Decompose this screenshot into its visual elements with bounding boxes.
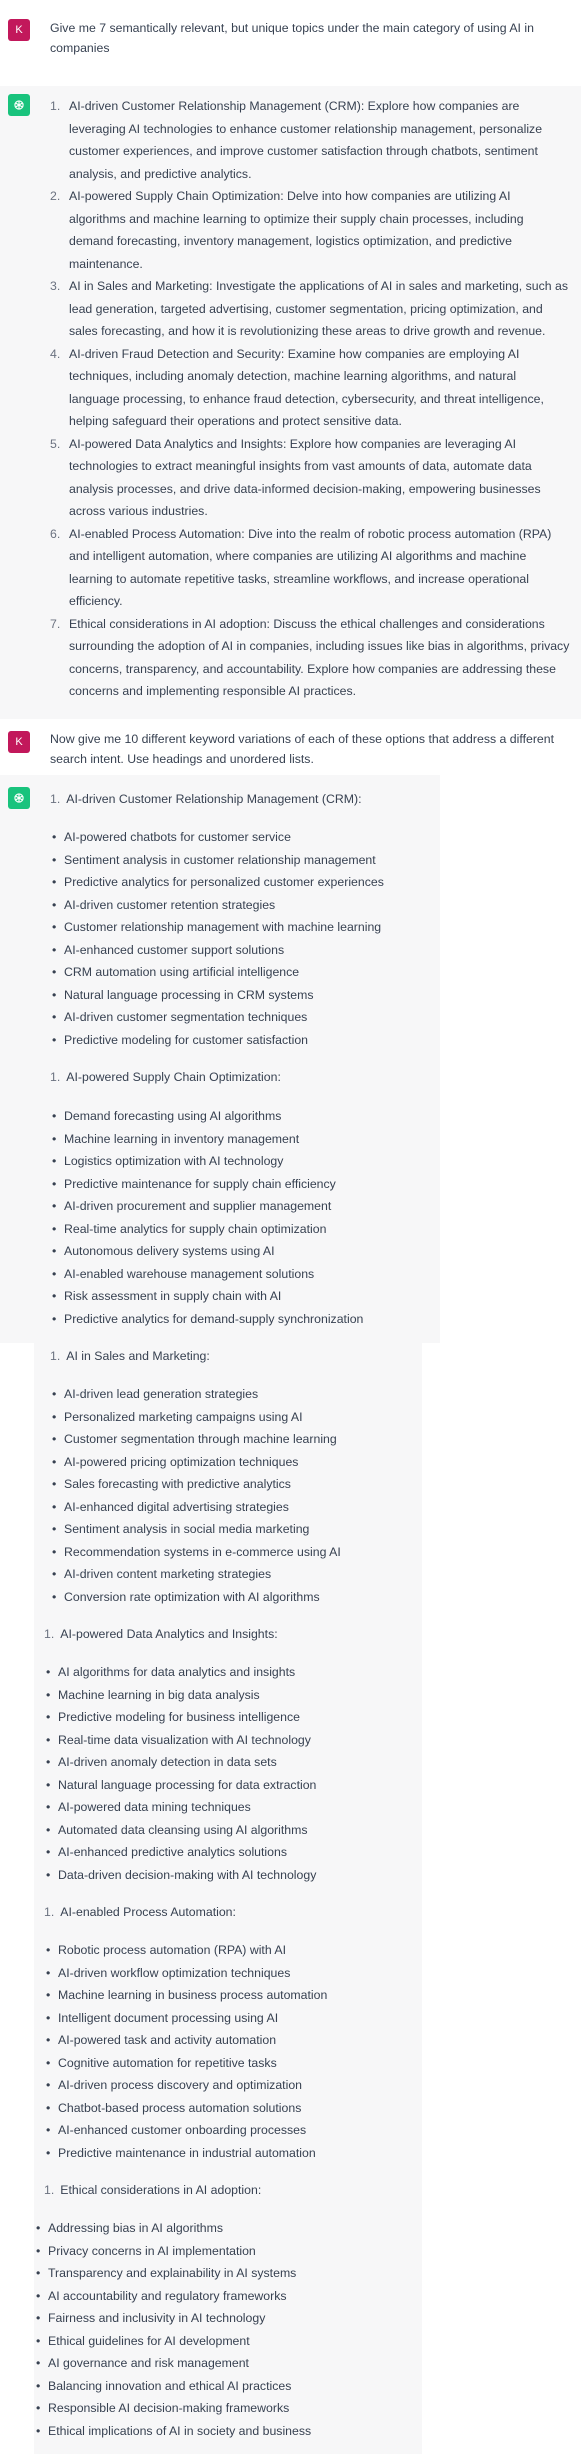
keyword-item: • AI-driven anomaly detection in data sets bbox=[44, 1751, 316, 1774]
topic-item bbox=[50, 275, 570, 343]
keyword-item: • Predictive maintenance for supply chain efficiency bbox=[50, 1173, 363, 1196]
keyword-list bbox=[44, 1661, 316, 1886]
section-heading bbox=[50, 1066, 281, 1089]
openai-logo-icon bbox=[8, 94, 30, 116]
section-number: 1. bbox=[44, 1905, 55, 1919]
assistant-message bbox=[0, 86, 581, 719]
topic-list bbox=[50, 95, 570, 703]
keyword-item: • Natural language processing for data extraction bbox=[44, 1774, 316, 1797]
topic-text: AI-enabled Process Automation: Dive into the realm of robotic process automation (RPA) and intelligent automation, where companies are utilizing AI algorithms and machine learning to automate repetitive tasks, streamline workflows, and increase operational efficiency. bbox=[69, 526, 552, 608]
keyword-item: • Predictive analytics for personalized customer experiences bbox=[50, 871, 384, 894]
keyword-item: • Predictive modeling for business intelligence bbox=[44, 1706, 316, 1729]
keyword-item: • Sentiment analysis in social media marketing bbox=[50, 1518, 341, 1541]
keyword-item: • Transparency and explainability in AI systems bbox=[34, 2262, 311, 2285]
keyword-item: • AI-enhanced predictive analytics solutions bbox=[44, 1841, 316, 1864]
keyword-item: • AI-driven customer segmentation techniques bbox=[50, 1006, 384, 1029]
section-heading bbox=[50, 788, 362, 811]
keyword-item: • AI-enabled warehouse management solutions bbox=[50, 1263, 363, 1286]
keyword-list bbox=[50, 1383, 341, 1608]
keyword-item: • AI-driven content marketing strategies bbox=[50, 1563, 341, 1586]
keyword-item: • Risk assessment in supply chain with AI bbox=[50, 1285, 363, 1308]
topic-text: AI-powered Data Analytics and Insights: Explore how companies are leveraging AI technologies to extract meaningful insights from vast amounts of data, automate data analysis processes, and drive data-informed decision-making, empowering businesses across various industries. bbox=[69, 436, 541, 518]
topic-text: AI in Sales and Marketing: Investigate the applications of AI in sales and marketing, such as lead generation, targeted advertising, customer segmentation, pricing optimization, and sales forecasting, and how it is revolutionizing these areas to drive growth and revenue. bbox=[69, 279, 568, 338]
keyword-item: • AI-powered chatbots for customer service bbox=[50, 826, 384, 849]
user-avatar: K bbox=[8, 731, 30, 753]
keyword-item: • Machine learning in business process automation bbox=[44, 1984, 327, 2007]
keyword-item: • AI-powered pricing optimization techniques bbox=[50, 1451, 341, 1474]
topic-item bbox=[50, 343, 570, 433]
topic-text: AI-powered Supply Chain Optimization: Delve into how companies are utilizing AI algorithms and machine learning to optimize their supply chain processes, including demand forecasting, inventory management, logistics optimization, and predictive maintenance. bbox=[69, 189, 524, 271]
keyword-item: • Predictive modeling for customer satisfaction bbox=[50, 1029, 384, 1052]
keyword-item: • Recommendation systems in e-commerce using AI bbox=[50, 1541, 341, 1564]
keyword-item: • AI-driven process discovery and optimization bbox=[44, 2074, 327, 2097]
topic-item bbox=[50, 433, 570, 523]
section-title: AI-enabled Process Automation: bbox=[60, 1905, 236, 1919]
keyword-item: • Customer relationship management with machine learning bbox=[50, 916, 384, 939]
keyword-item: • Predictive analytics for demand-supply synchronization bbox=[50, 1308, 363, 1331]
keyword-item: • Automated data cleansing using AI algorithms bbox=[44, 1819, 316, 1842]
keyword-item: • AI-enhanced digital advertising strategies bbox=[50, 1496, 341, 1519]
section-title: Ethical considerations in AI adoption: bbox=[60, 2183, 262, 2197]
keyword-item: • CRM automation using artificial intelligence bbox=[50, 961, 384, 984]
openai-logo-icon bbox=[8, 787, 30, 809]
keyword-item: • Responsible AI decision-making frameworks bbox=[34, 2397, 311, 2420]
keyword-item: • AI-powered task and activity automation bbox=[44, 2029, 327, 2052]
section-number: 1. bbox=[44, 2183, 55, 2197]
keyword-item: • AI-enhanced customer support solutions bbox=[50, 939, 384, 962]
keyword-item: • Customer segmentation through machine learning bbox=[50, 1428, 341, 1451]
user-message-text: Now give me 10 different keyword variations of each of these options that address a different search intent. Use headings and unordered lists. bbox=[50, 732, 555, 766]
keyword-item: • AI-driven customer retention strategies bbox=[50, 894, 384, 917]
topic-text: Ethical considerations in AI adoption: Discuss the ethical challenges and considerations surrounding the adoption of AI in companies, including issues like bias in algorithms, privacy concerns, transparency, and accountability. Explore how companies are addressing these concerns and implementing responsible AI practices. bbox=[69, 616, 570, 698]
keyword-list bbox=[34, 2217, 311, 2442]
keyword-item: • Ethical guidelines for AI development bbox=[34, 2330, 311, 2353]
topic-text: AI-driven Fraud Detection and Security: Examine how companies are employing AI techniques, including anomaly detection, machine learning algorithms, and natural language processing, to enhance fraud detection, cybersecurity, and threat intelligence, helping safeguard their operations and protect sensitive data. bbox=[69, 346, 544, 428]
keyword-item: • Addressing bias in AI algorithms bbox=[34, 2217, 311, 2240]
keyword-item: • Real-time data visualization with AI technology bbox=[44, 1729, 316, 1752]
section-number: 1. bbox=[50, 792, 61, 806]
section-title: AI-powered Supply Chain Optimization: bbox=[66, 1070, 281, 1084]
keyword-item: • Chatbot-based process automation solutions bbox=[44, 2097, 327, 2120]
user-message-text: Give me 7 semantically relevant, but unique topics under the main category of using AI in companies bbox=[50, 21, 534, 55]
section-number: 1. bbox=[50, 1070, 61, 1084]
section-heading bbox=[50, 1345, 210, 1368]
keyword-item: • Cognitive automation for repetitive tasks bbox=[44, 2052, 327, 2075]
keyword-item: • Autonomous delivery systems using AI bbox=[50, 1240, 363, 1263]
topic-number: 1. bbox=[50, 99, 61, 113]
topic-item bbox=[50, 613, 570, 703]
keyword-item: • AI accountability and regulatory frameworks bbox=[34, 2285, 311, 2308]
keyword-item: • Sales forecasting with predictive analytics bbox=[50, 1473, 341, 1496]
section-heading bbox=[44, 1901, 236, 1924]
keyword-item: • Real-time analytics for supply chain optimization bbox=[50, 1218, 363, 1241]
section-title: AI in Sales and Marketing: bbox=[66, 1349, 210, 1363]
topic-number: 4. bbox=[50, 346, 61, 361]
topic-item bbox=[50, 523, 570, 613]
keyword-item: • Privacy concerns in AI implementation bbox=[34, 2240, 311, 2263]
section-title: AI-powered Data Analytics and Insights: bbox=[60, 1627, 278, 1641]
keyword-item: • Logistics optimization with AI technology bbox=[50, 1150, 363, 1173]
user-message bbox=[0, 719, 581, 775]
keyword-item: • Natural language processing in CRM systems bbox=[50, 984, 384, 1007]
keyword-item: • Demand forecasting using AI algorithms bbox=[50, 1105, 363, 1128]
keyword-item: • AI algorithms for data analytics and insights bbox=[44, 1661, 316, 1684]
keyword-item: • Predictive maintenance in industrial automation bbox=[44, 2142, 327, 2165]
user-avatar: K bbox=[8, 19, 30, 41]
keyword-item: • Ethical implications of AI in society and business bbox=[34, 2420, 311, 2443]
keyword-item: • AI governance and risk management bbox=[34, 2352, 311, 2375]
topic-text: AI-driven Customer Relationship Management (CRM): Explore how companies are leveraging AI technologies to enhance customer relationship management, personalize customer experiences, and improve customer satisfaction through chatbots, sentiment analysis, and predictive analytics. bbox=[69, 99, 543, 181]
section-number: 1. bbox=[50, 1349, 61, 1363]
keyword-list bbox=[44, 1939, 327, 2164]
keyword-item: • AI-driven workflow optimization techniques bbox=[44, 1962, 327, 1985]
section-heading bbox=[44, 2179, 261, 2202]
keyword-item: • Fairness and inclusivity in AI technology bbox=[34, 2307, 311, 2330]
section-title: AI-driven Customer Relationship Management (CRM): bbox=[66, 792, 362, 806]
topic-number: 2. bbox=[50, 189, 61, 203]
keyword-item: • AI-enhanced customer onboarding processes bbox=[44, 2119, 327, 2142]
keyword-list bbox=[50, 826, 384, 1051]
keyword-item: • Robotic process automation (RPA) with AI bbox=[44, 1939, 327, 1962]
user-message bbox=[0, 0, 581, 72]
keyword-item: • Machine learning in inventory management bbox=[50, 1128, 363, 1151]
keyword-item: • Personalized marketing campaigns using AI bbox=[50, 1406, 341, 1429]
keyword-item: • Balancing innovation and ethical AI practices bbox=[34, 2375, 311, 2398]
keyword-item: • AI-driven procurement and supplier management bbox=[50, 1195, 363, 1218]
topic-item bbox=[50, 95, 570, 185]
keyword-item: • Sentiment analysis in customer relationship management bbox=[50, 849, 384, 872]
keyword-item: • Intelligent document processing using AI bbox=[44, 2007, 327, 2030]
keyword-item: • AI-driven lead generation strategies bbox=[50, 1383, 341, 1406]
section-number: 1. bbox=[44, 1627, 55, 1641]
topic-number: 3. bbox=[50, 279, 61, 293]
keyword-list bbox=[50, 1105, 363, 1330]
topic-number: 7. bbox=[50, 616, 61, 631]
keyword-item: • Data-driven decision-making with AI technology bbox=[44, 1864, 316, 1887]
topic-item bbox=[50, 185, 570, 275]
keyword-item: • AI-powered data mining techniques bbox=[44, 1796, 316, 1819]
keyword-item: • Machine learning in big data analysis bbox=[44, 1684, 316, 1707]
topic-number: 5. bbox=[50, 436, 61, 451]
keyword-item: • Conversion rate optimization with AI algorithms bbox=[50, 1586, 341, 1609]
topic-number: 6. bbox=[50, 526, 61, 541]
section-heading bbox=[44, 1623, 278, 1646]
